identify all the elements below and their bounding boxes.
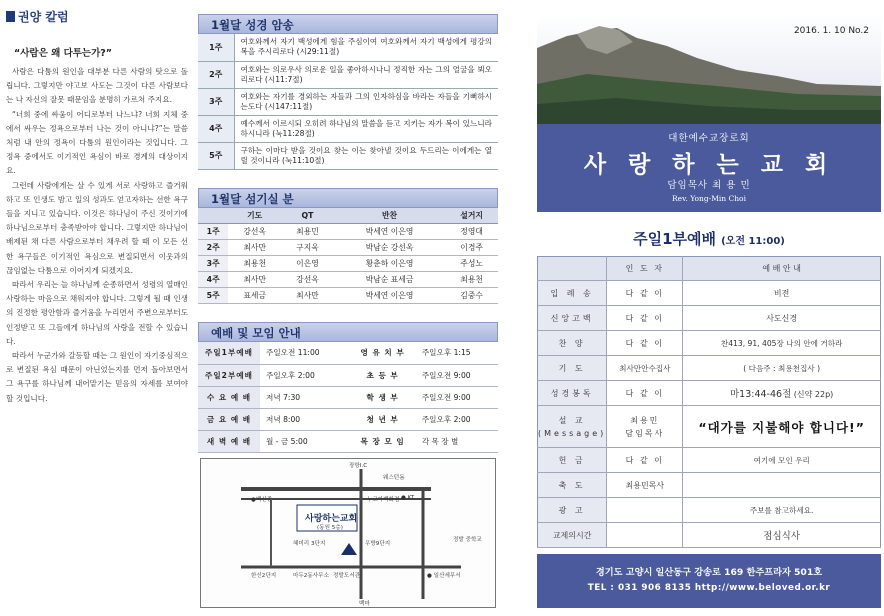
map-label: ● KT (401, 495, 415, 501)
recitation-table (198, 34, 498, 170)
order-content: 주보를 참고하세요. (683, 498, 881, 523)
order-item: 신앙고백 (538, 306, 607, 331)
service-time: 저녁 8:00 (260, 408, 349, 430)
order-content: 사도신경 (683, 306, 881, 331)
group-time: 주일오후 1:15 (416, 342, 498, 364)
order-item: 찬 양 (538, 331, 607, 356)
map-roads (201, 459, 497, 609)
table-row (198, 224, 498, 240)
essay-paragraph: 따라서 누군가와 갈등할 때는 그 원인이 자기중심적으로 변질된 욕심 때문이 아닌었는지를 먼저 돌아보면서 그 욕구를 하나님께 내어맡기는 믿음의 자세를 보여야 할 것입니다. (6, 351, 188, 403)
verse-cell: 구하는 이마다 받을 것이요 찾는 이는 찾아낼 것이요 두드리는 이에게는 열릴 것이니라 (눅11:10절) (234, 142, 498, 169)
table-row (198, 386, 498, 408)
table-row (538, 473, 881, 498)
order-content: 찬413, 91, 405장 나의 안에 거하라 (683, 331, 881, 356)
order-item: 입 례 송 (538, 281, 607, 306)
table-row (198, 142, 498, 169)
table-row (538, 448, 881, 473)
map-label: 누코아백화점 (367, 497, 400, 503)
sermon-title: “대가를 지불해야 합니다!” (683, 406, 881, 448)
essay-body (6, 65, 188, 406)
verse-cell: 여호와는 의로우사 의로운 일을 좋아하시나니 정직한 자는 그의 얼굴을 뵈오리로다 (시11:7절) (234, 61, 498, 88)
table-row (198, 256, 498, 272)
week-cell: 4주 (198, 115, 234, 142)
table-row (198, 364, 498, 386)
order-leader: 최용민목사 (607, 473, 683, 498)
worship-table (198, 342, 498, 453)
verse-cell: 여호와께서 자기 백성에게 힘을 주심이여 여호와께서 자기 백성에게 평강의 복을 주시리로다 (시29:11절) (234, 34, 498, 61)
table-cell: 주성노 (445, 256, 498, 272)
table-cell: 구지욱 (281, 240, 334, 256)
essay-paragraph: 따라서 우리는 늘 하나님께 순종하면서 성령의 열매인 사랑하는 마음으로 채워져야 합니다. 그렇게 될 때 인생의 진정한 평안함과 즐거움을 누리면서 주변으로부터도 인정받고 또 그들에게 하나님의 사랑을 전할 수 있습니다. (6, 280, 188, 346)
order-content (683, 381, 881, 406)
order-item: 축 도 (538, 473, 607, 498)
duty-title: 1월달 섬기실 분 (198, 188, 498, 208)
table-cell: 박세연 이은영 (334, 288, 445, 304)
table-row (538, 281, 881, 306)
map-label: 한신2단지 (251, 573, 277, 579)
map-label: 장항I.C (349, 463, 368, 469)
table-row (198, 240, 498, 256)
map-label: 우방9단지 (365, 541, 391, 547)
week-cell: 1주 (198, 224, 228, 240)
order-leader (607, 498, 683, 523)
order-leader: 다 같 이 (607, 331, 683, 356)
order-item: 설 교 (Message) (538, 406, 607, 448)
table-cell: 이은영 (281, 256, 334, 272)
essay-paragraph: “너희 중에 싸움이 어디로부터 나느냐? 너희 지체 중에서 싸우는 정욕으로부터 나는 것이 아니냐?”는 말씀처럼 내 안의 정욕이 다툼의 원인이라는 것입니다. 그 정욕 중에서도 이기적인 욕심이 바로 경계의 대상이지요. (6, 109, 188, 176)
map-label: 혜미리 3단지 (293, 541, 326, 547)
essay-paragraph: 그런데 사람에게는 살 수 있게 서로 사랑하고 즐거워 하고 또 인생도 밤고 일의 성과도 얻고자하는 선한 욕구들을 지니고 있습니다. 이것은 하나님이 주신 것이기에 하나님으로부터 충족받아야 합니다. 그렇지만 하나님이 배제된 채 다른 사람으로부터 채우려 할 때 이 모든 선한 욕구들은 이기적인 욕심으로 변질되면서 이웃과의 끊임없는 다툼으로 이어지게 되겠지요. (6, 180, 188, 275)
map-label: ●백신중 (251, 497, 273, 503)
service-time: 저녁 7:30 (260, 386, 349, 408)
map-label: 백마 (359, 601, 370, 607)
service-time: 월 - 금 5:00 (260, 430, 349, 452)
table-cell: 박남순 표세금 (334, 272, 445, 288)
map-church-logo: 사랑하는교회 (305, 514, 358, 524)
service-title (537, 228, 881, 249)
essay-heading: “사람은 왜 다투는가?” (14, 48, 113, 59)
service-time: 주일오후 2:00 (260, 364, 349, 386)
header-cell (538, 257, 607, 281)
info-column (198, 14, 498, 608)
column-title-text: 권양 칼럼 (18, 10, 69, 24)
table-row (538, 523, 881, 548)
scripture-reference: 마13:44-46절 (730, 389, 792, 400)
bulletin-cover (537, 14, 881, 608)
order-leader: 최용민 담임목사 (607, 406, 683, 448)
table-row (198, 430, 498, 452)
group-name: 청 년 부 (349, 408, 415, 430)
table-cell: 최사만 (228, 240, 281, 256)
scripture-page: (신약 22p) (793, 390, 834, 399)
pastor-name: 담임목사 최 용 민 (667, 180, 751, 191)
square-bullet-icon (6, 11, 15, 22)
order-content: ( 다음주 : 최용천집사 ) (683, 356, 881, 381)
table-cell: 표세금 (228, 288, 281, 304)
essay-paragraph: 사람은 다툼의 원인을 대부분 다른 사람의 탓으로 돌립니다. 그렇지만 야고보 사도는 그것이 다른 사람보다는 나 자신의 잘못 때문임을 분명히 가르쳐 주지요. (6, 67, 188, 105)
table-cell: 황춘하 이은영 (334, 256, 445, 272)
service-name: 수 요 예 배 (198, 386, 260, 408)
table-row (198, 288, 498, 304)
table-cell: 강선옥 (281, 272, 334, 288)
order-content (683, 473, 881, 498)
worship-title: 예배 및 모임 안내 (198, 322, 498, 342)
order-leader: 다 같 이 (607, 448, 683, 473)
week-cell: 5주 (198, 288, 228, 304)
week-cell: 3주 (198, 256, 228, 272)
table-cell: 최용민 (281, 224, 334, 240)
map-label: ● 일산세무서 (427, 573, 461, 579)
order-leader: 다 같 이 (607, 381, 683, 406)
order-item: 교제의시간 (538, 523, 607, 548)
order-content: 여기에 모인 우리 (683, 448, 881, 473)
header-cell: 기도 (228, 208, 281, 224)
header-cell (198, 208, 228, 224)
header-cell: 반찬 (334, 208, 445, 224)
order-content: 비전 (683, 281, 881, 306)
group-name: 초 등 부 (349, 364, 415, 386)
table-row (198, 342, 498, 364)
map-label: (동원 5층) (317, 525, 343, 531)
week-cell: 4주 (198, 272, 228, 288)
order-leader: 최사만안수집사 (607, 356, 683, 381)
order-item: 헌 금 (538, 448, 607, 473)
group-name: 영 유 치 부 (349, 342, 415, 364)
table-cell: 박남순 강선옥 (334, 240, 445, 256)
duty-table (198, 208, 498, 305)
bulletin-date: 2016. 1. 10 No.2 (793, 26, 869, 36)
table-header-row (198, 208, 498, 224)
recitation-title: 1월달 성경 암송 (198, 14, 498, 34)
week-cell: 2주 (198, 240, 228, 256)
table-cell: 정영대 (445, 224, 498, 240)
service-title-text: 주일1부예배 (633, 230, 716, 248)
column-title (6, 8, 188, 25)
verse-cell: 예수께서 이르시되 오히려 하나님의 말씀을 듣고 지키는 자가 복이 있느니라 하시니라 (눅11:28절) (234, 115, 498, 142)
service-name: 주일2부예배 (198, 364, 260, 386)
order-leader: 다 같 이 (607, 281, 683, 306)
header-cell: 설거지 (445, 208, 498, 224)
table-cell: 강선옥 (228, 224, 281, 240)
group-name: 학 생 부 (349, 386, 415, 408)
map-label: 정발 중학교 (453, 537, 482, 543)
location-map (200, 458, 496, 608)
week-cell: 2주 (198, 61, 234, 88)
group-name: 목 장 모 임 (349, 430, 415, 452)
verse-cell: 여호와는 자기를 경외하는 자들과 그의 인자하심을 바라는 자들을 기뻐하시는도다 (시147:11절) (234, 88, 498, 115)
order-item: 광 고 (538, 498, 607, 523)
week-cell: 1주 (198, 34, 234, 61)
table-cell: 김중수 (445, 288, 498, 304)
banner (537, 14, 881, 212)
footer (537, 554, 881, 608)
group-time: 각 목 장 별 (416, 430, 498, 452)
church-name: 사 랑 하 는 교 회 (583, 152, 835, 178)
order-leader (607, 523, 683, 548)
table-cell: 최용천 (228, 256, 281, 272)
church-address: 경기도 고양시 일산동구 강송로 169 한주프라자 501호 (595, 567, 823, 578)
order-leader: 다 같 이 (607, 306, 683, 331)
column-section (6, 8, 188, 608)
service-name: 새 벽 예 배 (198, 430, 260, 452)
table-cell: 이경주 (445, 240, 498, 256)
table-row (538, 498, 881, 523)
week-cell: 3주 (198, 88, 234, 115)
table-row (198, 408, 498, 430)
table-header-row (538, 257, 881, 281)
table-row (198, 88, 498, 115)
table-cell: 최용천 (445, 272, 498, 288)
group-time: 주일오전 9:00 (416, 386, 498, 408)
service-name: 금 요 예 배 (198, 408, 260, 430)
church-contact: TEL : 031 906 8135 http://www.beloved.or.kr (587, 583, 831, 593)
order-of-service (537, 256, 881, 548)
order-item: 기 도 (538, 356, 607, 381)
map-label: 웨스턴돔 (383, 475, 405, 481)
table-row (538, 306, 881, 331)
table-row (538, 331, 881, 356)
table-row (198, 115, 498, 142)
header-cell: QT (281, 208, 334, 224)
table-row (198, 34, 498, 61)
table-cell: 박세연 이은영 (334, 224, 445, 240)
denomination: 대한예수교장로회 (668, 133, 750, 144)
pastor-name-english: Rev. Yong-Min Choi (672, 194, 746, 203)
group-time: 주일오전 9:00 (416, 364, 498, 386)
map-label: 정발도서관 (333, 573, 361, 579)
header-cell: 인 도 자 (607, 257, 683, 281)
service-time: 주일오전 11:00 (260, 342, 349, 364)
service-name: 주일1부예배 (198, 342, 260, 364)
order-item: 성경봉독 (538, 381, 607, 406)
group-time: 주일오후 2:00 (416, 408, 498, 430)
service-time: (오전 11:00) (721, 236, 785, 247)
table-cell: 최사만 (281, 288, 334, 304)
table-row (198, 61, 498, 88)
table-cell: 최사만 (228, 272, 281, 288)
week-cell: 5주 (198, 142, 234, 169)
order-content: 점심식사 (683, 523, 881, 548)
table-row (538, 406, 881, 448)
table-row (538, 356, 881, 381)
table-row (198, 272, 498, 288)
table-row (538, 381, 881, 406)
map-label: 마두2동사무소 (293, 573, 329, 579)
header-cell: 예 배 안 내 (683, 257, 881, 281)
